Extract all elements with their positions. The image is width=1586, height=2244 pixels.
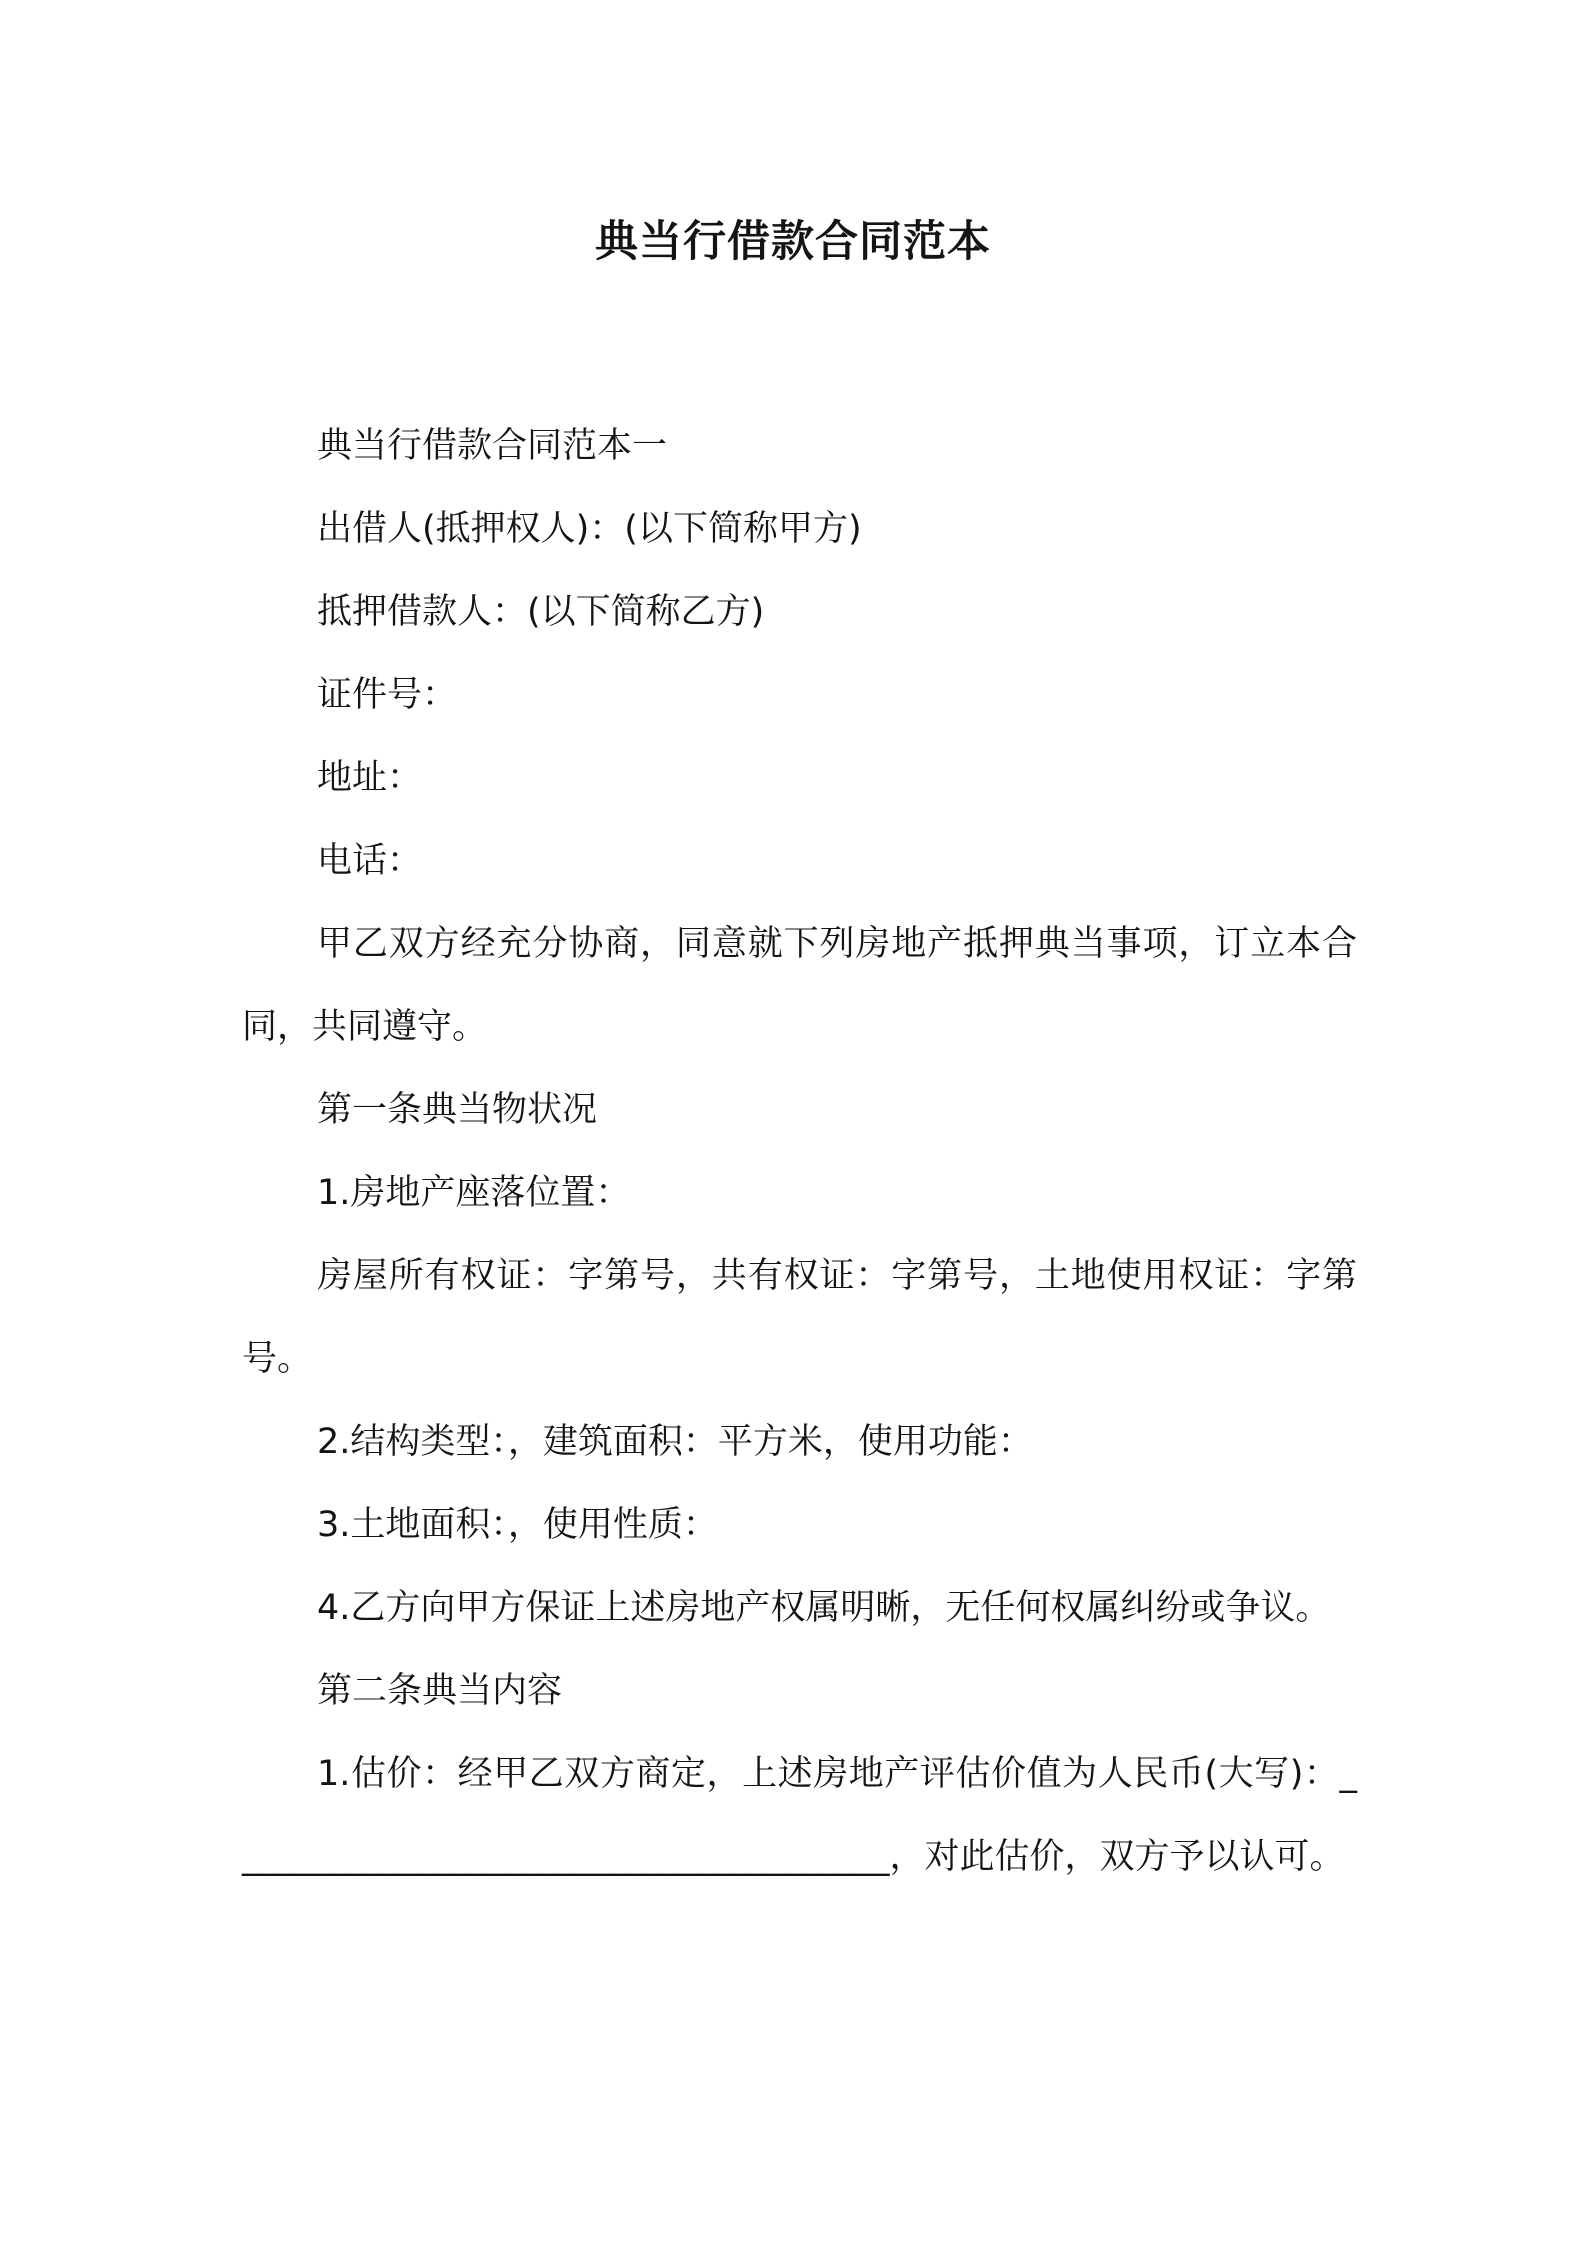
paragraph-article-one: 第一条典当物状况	[317, 1090, 598, 1130]
paragraph-agreement: 甲乙双方经充分协商，同意就下列房地产抵押典当事项，订立本合同，共同遵守。	[242, 924, 1357, 1047]
paragraph-property-location: 1.房地产座落位置：	[317, 1173, 631, 1213]
paragraph-phone: 电话：	[317, 841, 423, 881]
paragraph-land-area: 3.土地面积：，使用性质：	[317, 1505, 718, 1545]
paragraph-contract-heading: 典当行借款合同范本一	[317, 426, 668, 466]
paragraph-article-two: 第二条典当内容	[317, 1671, 563, 1711]
document-body	[242, 405, 1357, 1899]
paragraph-certificates: 房屋所有权证：字第号，共有权证：字第号，土地使用权证：字第号。	[242, 1256, 1357, 1379]
paragraph-structure-area: 2.结构类型：，建筑面积：平方米，使用功能：	[317, 1422, 1033, 1462]
paragraph-address: 地址：	[317, 758, 423, 798]
paragraph-borrower: 抵押借款人：(以下简称乙方)	[317, 592, 765, 632]
paragraph-id-number: 证件号：	[317, 675, 458, 715]
paragraph-guarantee: 4.乙方向甲方保证上述房地产权属明晰，无任何权属纠纷或争议。	[317, 1588, 1331, 1628]
paragraph-valuation: 1.估价：经甲乙双方商定，上述房地产评估价值为人民币(大写)：______________________________________，对此估价，双方予以认可。	[242, 1754, 1357, 1877]
document-title: 典当行借款合同范本	[595, 217, 991, 267]
paragraph-lender: 出借人(抵押权人)：(以下简称甲方)	[317, 509, 862, 549]
